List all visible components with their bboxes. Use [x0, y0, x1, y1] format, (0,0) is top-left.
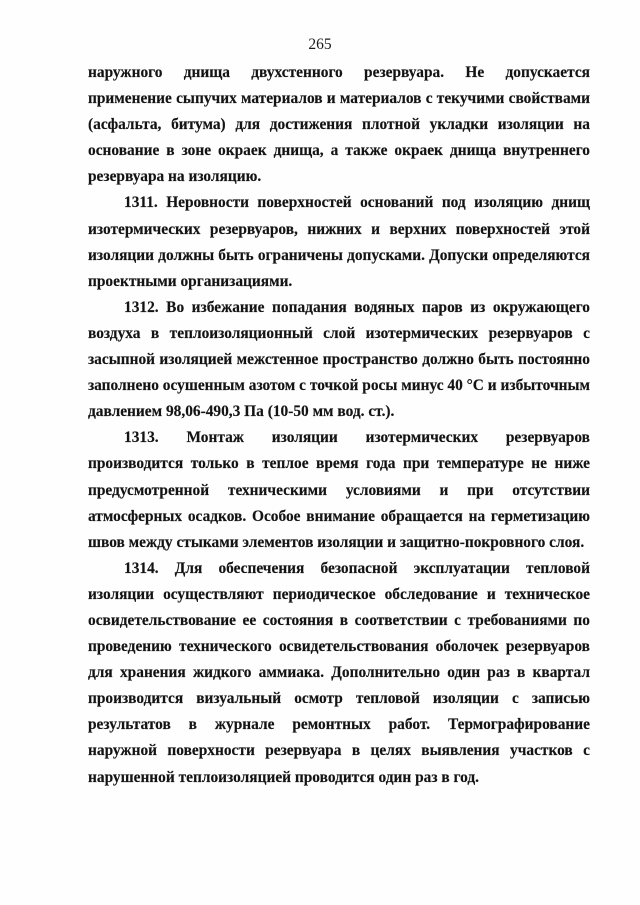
- body-text: [88, 60, 590, 791]
- page-number: 265: [308, 36, 332, 53]
- paragraph-1311: 1311. Неровности поверхностей оснований под изоляцию днищ изотермических резервуаров, нижних и верхних поверхностей этой изоляции должны быть ограничены допусками. Допуски определяются проектными организациями.: [88, 194, 590, 290]
- paragraph-1314: 1314. Для обеспечения безопасной эксплуатации тепловой изоляции осуществляют периодическое обследование и техническое освидетельствование ее состояния в соответствии с требованиями по проведению технического освидетельствования оболочек резервуаров для хранения жидкого аммиака. Дополнительно один раз в квартал производится визуальный осмотр тепловой изоляции с записью результатов в журнале ремонтных работ. Термографирование наружной поверхности резервуара в целях выявления участков с нарушенной теплоизоляцией проводится один раз в год.: [88, 559, 590, 786]
- paragraph-continuation: наружного днища двухстенного резервуара. Не допускается применение сыпучих материалов и материалов с текучими свойствами (асфальта, битума) для достижения плотной укладки изоляции на основание в зоне окраек днища, а также окраек днища внутреннего резервуара на изоляцию.: [88, 64, 590, 186]
- paragraph-1312: 1312. Во избежание попадания водяных паров из окружающего воздуха в теплоизоляционный слой изотермических резервуаров с засыпной изоляцией межстенное пространство должно быть постоянно заполнено осушенным азотом с точкой росы минус 40 °С и избыточным давлением 98,06-490,3 Па (10-50 мм вод. ст.).: [88, 298, 590, 421]
- paragraph-1313: 1313. Монтаж изоляции изотермических резервуаров производится только в теплое время года при температуре не ниже предусмотренной техническими условиями и при отсутствии атмосферных осадков. Особое внимание обращается на герметизацию швов между стыками элементов изоляции и защитно-покровного слоя.: [88, 429, 590, 551]
